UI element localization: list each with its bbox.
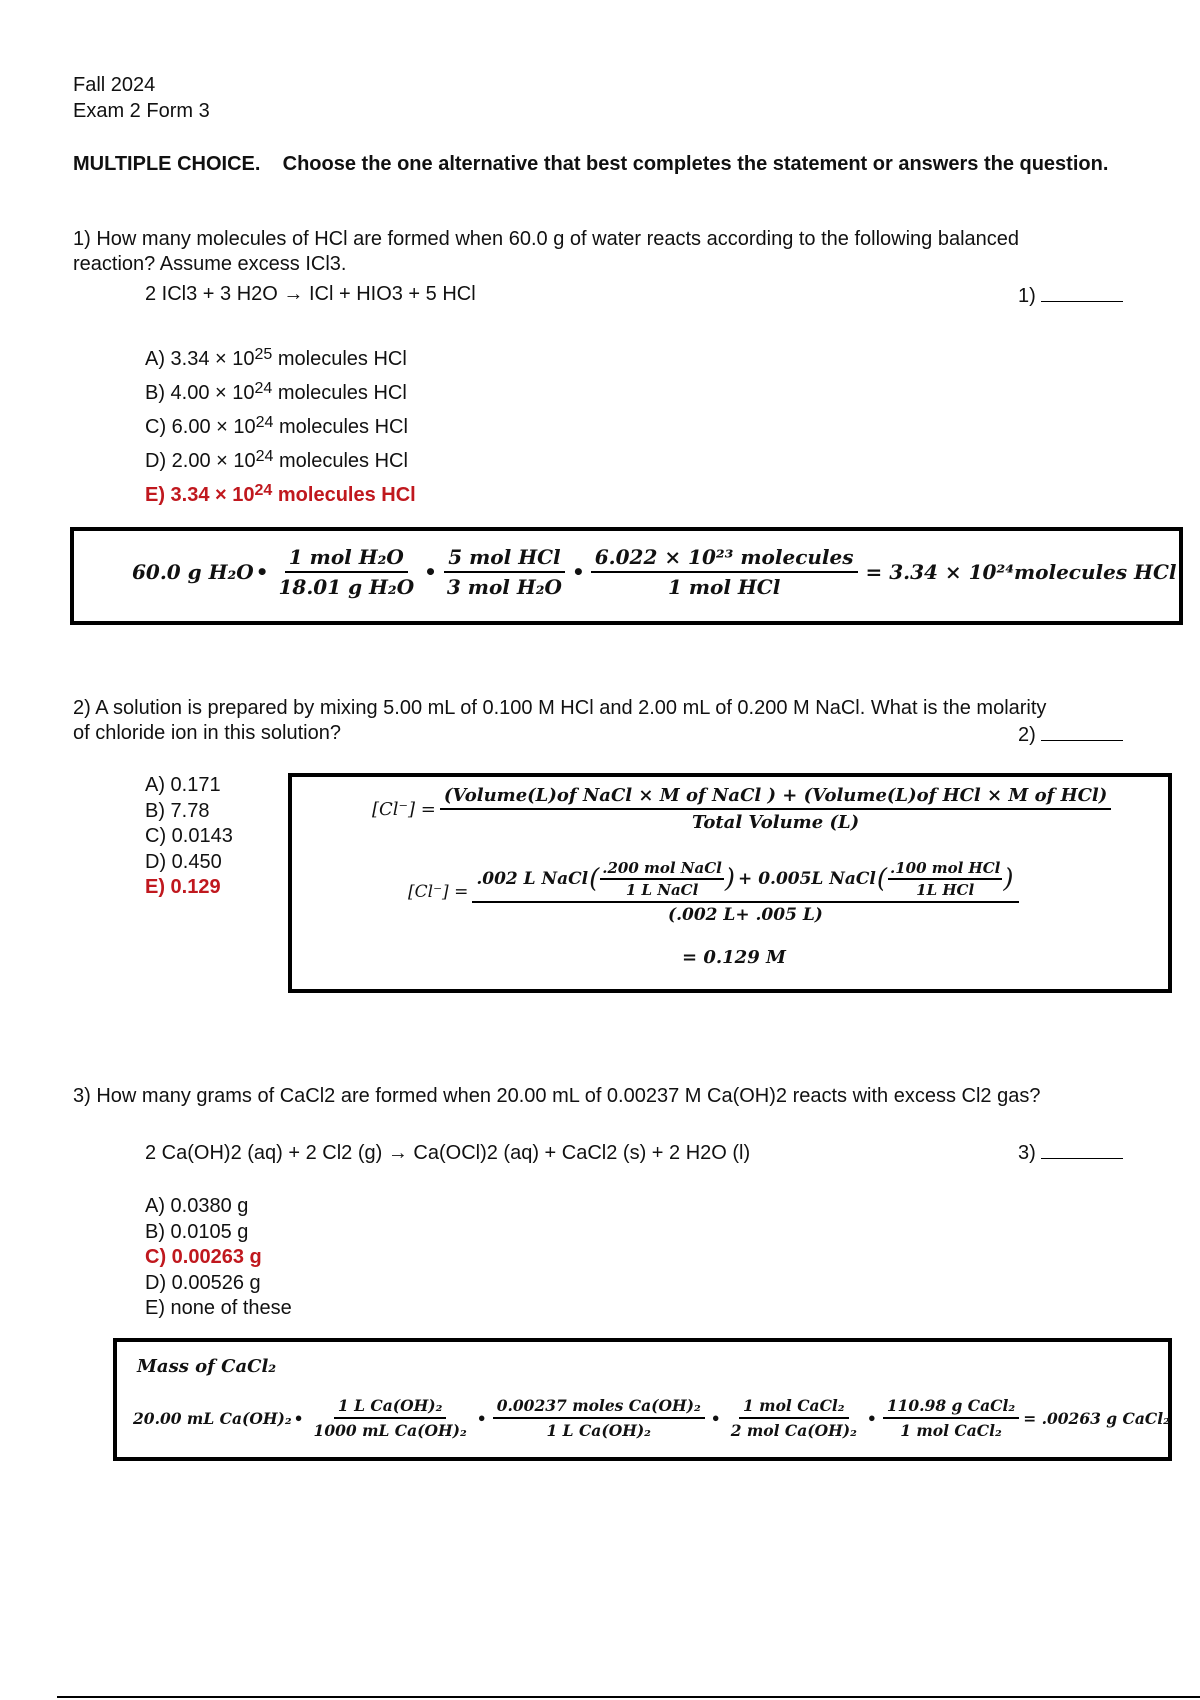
q2-sol-eq1-fraction: (Volume(L)of NaCl × M of NaCl ) + (Volume(L)of HCl × M of HCl) Total Volume (L): [440, 785, 1111, 833]
multiply-dot: •: [255, 560, 269, 584]
q1-answer-slot: [1018, 285, 1123, 308]
q1-sol-factor-2: $\frac{\text{5 mol HCl}}{\text{3 mol H₂O}}$: [443, 545, 566, 599]
q2-option-d[interactable]: D) 0.450: [145, 850, 222, 873]
q1-option-d[interactable]: D) $2.00 \times 10^{24}$ molecules HCl: [145, 448, 408, 472]
q1-answer-blank[interactable]: [1041, 301, 1123, 302]
q1-number: 1): [1018, 285, 1036, 307]
instructions-lead: MULTIPLE CHOICE.: [73, 153, 261, 175]
q1-option-a[interactable]: A) $3.34 \times 10^{25}$ molecules HCl: [145, 346, 407, 370]
q1-sol-factor-3: $\frac{\text{6.022 × 10²³ molecules}}{\text{1 mol HCl}}$: [591, 545, 858, 599]
q2-option-a[interactable]: A) 0.171: [145, 774, 221, 796]
q2-solution-box: [288, 773, 1172, 993]
q1-text-line2: reaction? Assume excess ICl3.: [73, 253, 347, 275]
q3-answer-slot: [1018, 1142, 1123, 1165]
q3-sol-title: Mass of CaCl₂: [137, 1356, 277, 1377]
multiply-dot: •: [571, 560, 585, 584]
q3-number: 3): [1018, 1142, 1036, 1164]
multiply-dot: •: [476, 1408, 487, 1428]
q1-options: [145, 340, 416, 510]
q3-sol-start: 20.00 mL Ca(OH)₂: [133, 1408, 292, 1428]
q3-options: [145, 1194, 292, 1322]
q2-option-b[interactable]: B) 7.78: [145, 799, 210, 822]
exam-form: Exam 2 Form 3: [73, 100, 210, 122]
q3-sol-factor-1: $\frac{\text{1 L Ca(OH)₂}}{\text{1000 mL Ca(OH)₂}}$: [313, 1396, 467, 1440]
q1-solution-box: [70, 527, 1183, 625]
q3-sol-factor-3: $\frac{\text{1 mol CaCl₂}}{\text{2 mol Ca(OH)₂}}$: [730, 1396, 857, 1440]
q2-answer-blank[interactable]: [1041, 740, 1123, 741]
q1-option-c[interactable]: C) $6.00 \times 10^{24}$ molecules HCl: [145, 414, 408, 438]
q2-number: 2): [1018, 724, 1036, 746]
q3-text-line1: 3) How many grams of CaCl2 are formed when 20.00 mL of 0.00237 M Ca(OH)2 reacts with excess Cl2 gas?: [73, 1085, 1041, 1107]
q1-sol-start: 60.0 g H₂O: [132, 560, 254, 584]
q2-options: [145, 773, 233, 901]
instructions-text: Choose the one alternative that best completes the statement or answers the question.: [282, 153, 1109, 175]
q2-sol-lhs-2: [Cl⁻] =: [408, 882, 469, 902]
q3-option-e[interactable]: E) none of these: [145, 1297, 292, 1319]
q3-sol-result: = .00263 g CaCl₂: [1023, 1408, 1170, 1428]
q3-solution-box: [113, 1338, 1172, 1461]
multiply-dot: •: [710, 1408, 721, 1428]
q2-answer-slot: [1018, 724, 1123, 747]
q3-option-d[interactable]: D) 0.00526 g: [145, 1271, 261, 1294]
q3-option-c[interactable]: C) 0.00263 g: [145, 1246, 262, 1268]
multiply-dot: •: [424, 560, 437, 584]
q2-sol-result: = 0.129 M: [682, 947, 786, 968]
q3-option-a[interactable]: A) 0.0380 g: [145, 1195, 249, 1217]
q2-option-e[interactable]: E) 0.129: [145, 876, 221, 898]
q1-text-line1: 1) How many molecules of HCl are formed when 60.0 g of water reacts according to the following balanced: [73, 228, 1020, 250]
multiply-dot: •: [293, 1408, 304, 1428]
q1-option-b[interactable]: B) $4.00 \times 10^{24}$ molecules HCl: [145, 380, 407, 404]
q3-option-b[interactable]: B) 0.0105 g: [145, 1220, 249, 1243]
q2-sol-eq2-fraction: .002 L NaCl ( $\frac{\text{.200 mol NaCl}}{\text{1 L NaCl}}$ ) + 0.005L NaCl ( $\frac{\text{.100 mol HCl}}{\text{1L HCl}}$ ) (.002 L+ .005 L): [472, 859, 1018, 925]
q3-answer-blank[interactable]: [1041, 1158, 1123, 1159]
q2-text-line1: 2) A solution is prepared by mixing 5.00 mL of 0.100 M HCl and 2.00 mL of 0.200 M NaCl. What is the molarity: [73, 697, 1047, 719]
q3-sol-factor-2: $\frac{\text{0.00237 moles Ca(OH)₂}}{\text{1 L Ca(OH)₂}}$: [493, 1396, 705, 1440]
q2-text-line2: of chloride ion in this solution?: [73, 722, 341, 744]
q3-equation: 2 Ca(OH)2 (aq) + 2 Cl2 (g) → Ca(OCl)2 (aq) + CaCl2 (s) + 2 H2O (l): [145, 1142, 751, 1164]
multiply-dot: •: [866, 1408, 877, 1428]
exam-term: Fall 2024: [73, 74, 156, 96]
q3-sol-factor-4: $\frac{\text{110.98 g CaCl₂}}{\text{1 mol CaCl₂}}$: [883, 1396, 1019, 1440]
q2-option-c[interactable]: C) 0.0143: [145, 825, 233, 847]
q1-sol-result: = 3.34 × 10²⁴molecules HCl: [865, 560, 1177, 584]
page-bottom-rule: [57, 1696, 1200, 1698]
q2-sol-lhs-1: [Cl⁻] =: [372, 798, 436, 820]
q1-option-e[interactable]: E) $3.34 \times 10^{24}$ molecules HCl: [145, 482, 416, 506]
q1-equation: 2 ICl3 + 3 H2O → ICl + HIO3 + 5 HCl: [145, 283, 476, 305]
q1-sol-factor-1: $\frac{\text{1 mol H₂O}}{\text{18.01 g H₂O}}$: [278, 545, 415, 599]
instructions: [73, 151, 1133, 177]
